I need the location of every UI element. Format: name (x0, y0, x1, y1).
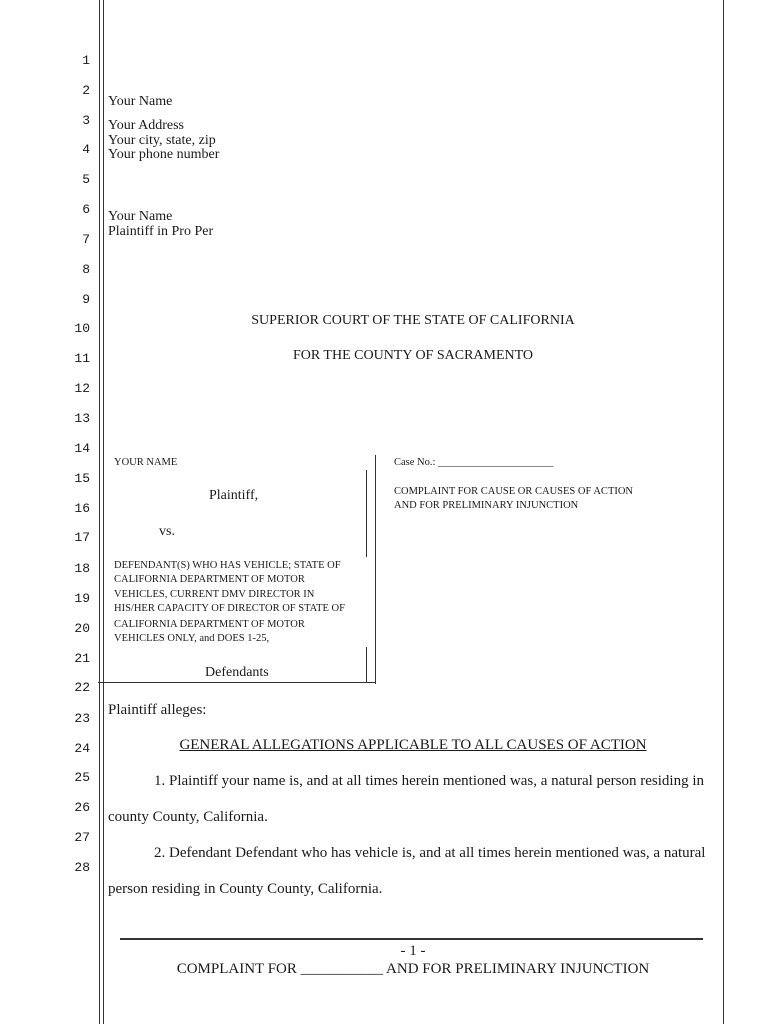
line-number: 7 (82, 232, 90, 247)
header-phone: Your phone number (108, 147, 220, 162)
paragraph-1-line2: county County, California. (108, 809, 268, 825)
line-number: 11 (74, 351, 90, 366)
footer-rule (120, 938, 703, 940)
complaint-title-line1: COMPLAINT FOR CAUSE OR CAUSES OF ACTION (394, 486, 634, 497)
line-number: 1 (82, 53, 90, 68)
header-name-2: Your Name (108, 209, 173, 224)
line-number: 4 (82, 142, 90, 157)
defendants-line: CALIFORNIA DEPARTMENT OF MOTOR (114, 619, 305, 630)
caption-divider-upper (366, 470, 367, 557)
line-number: 28 (74, 860, 90, 875)
general-allegations-heading: GENERAL ALLEGATIONS APPLICABLE TO ALL CAUSES OF ACTION (179, 737, 647, 753)
line-number: 23 (74, 711, 90, 726)
defendants-line: VEHICLES ONLY, and DOES 1-25, (114, 633, 270, 644)
line-number: 3 (82, 113, 90, 128)
line-number: 13 (74, 411, 90, 426)
line-number: 12 (74, 381, 90, 396)
line-number: 15 (74, 471, 90, 486)
line-number: 10 (74, 321, 90, 336)
line-number: 27 (74, 830, 90, 845)
court-title: SUPERIOR COURT OF THE STATE OF CALIFORNIA (251, 313, 575, 328)
paragraph-2-line2: person residing in County County, California. (108, 881, 383, 897)
line-number: 8 (82, 262, 90, 277)
line-number: 18 (74, 561, 90, 576)
header-city: Your city, state, zip (108, 133, 216, 148)
line-number: 24 (74, 741, 90, 756)
complaint-title-line2: AND FOR PRELIMINARY INJUNCTION (394, 500, 579, 511)
line-number: 5 (82, 172, 90, 187)
case-number: Case No.: ______________________ (394, 457, 554, 468)
left-margin-rule-inner (103, 0, 104, 1024)
caption-divider-lower (366, 647, 367, 682)
plaintiff-label: Plaintiff, (209, 488, 259, 503)
header-address: Your Address (108, 118, 184, 133)
plaintiff-name: YOUR NAME (114, 457, 178, 468)
line-number: 26 (74, 800, 90, 815)
line-number: 20 (74, 621, 90, 636)
line-number: 9 (82, 292, 90, 307)
right-margin-rule (723, 0, 724, 1024)
defendants-line: CALIFORNIA DEPARTMENT OF MOTOR (114, 574, 305, 585)
county-title: FOR THE COUNTY OF SACRAMENTO (292, 348, 534, 363)
line-number: 14 (74, 441, 90, 456)
caption-divider-outer (375, 455, 376, 684)
defendants-line: HIS/HER CAPACITY OF DIRECTOR OF STATE OF (114, 603, 345, 614)
paragraph-2-line1: 2. Defendant Defendant who has vehicle is, and at all times herein mentioned was, a natural (154, 845, 706, 861)
line-number: 25 (74, 770, 90, 785)
line-number: 22 (74, 680, 90, 695)
line-number: 6 (82, 202, 90, 217)
left-margin-rule (99, 0, 100, 1024)
caption-bottom-rule (98, 682, 376, 683)
plaintiff-alleges: Plaintiff alleges: (108, 702, 207, 718)
paragraph-1-line1: 1. Plaintiff your name is, and at all times herein mentioned was, a natural person residing in (154, 773, 705, 789)
header-role: Plaintiff in Pro Per (108, 224, 214, 239)
line-number: 17 (74, 530, 90, 545)
page-number: - 1 - (400, 943, 426, 959)
defendants-line: VEHICLES, CURRENT DMV DIRECTOR IN (114, 589, 315, 600)
line-number: 16 (74, 501, 90, 516)
vs-label: vs. (159, 524, 175, 539)
header-name: Your Name (108, 94, 173, 109)
defendants-label: Defendants (205, 665, 269, 680)
line-number: 21 (74, 651, 90, 666)
line-number: 2 (82, 83, 90, 98)
footer-title: COMPLAINT FOR ___________ AND FOR PRELIMINARY INJUNCTION (176, 961, 650, 977)
defendants-line: DEFENDANT(S) WHO HAS VEHICLE; STATE OF (114, 560, 341, 571)
line-number: 19 (74, 591, 90, 606)
